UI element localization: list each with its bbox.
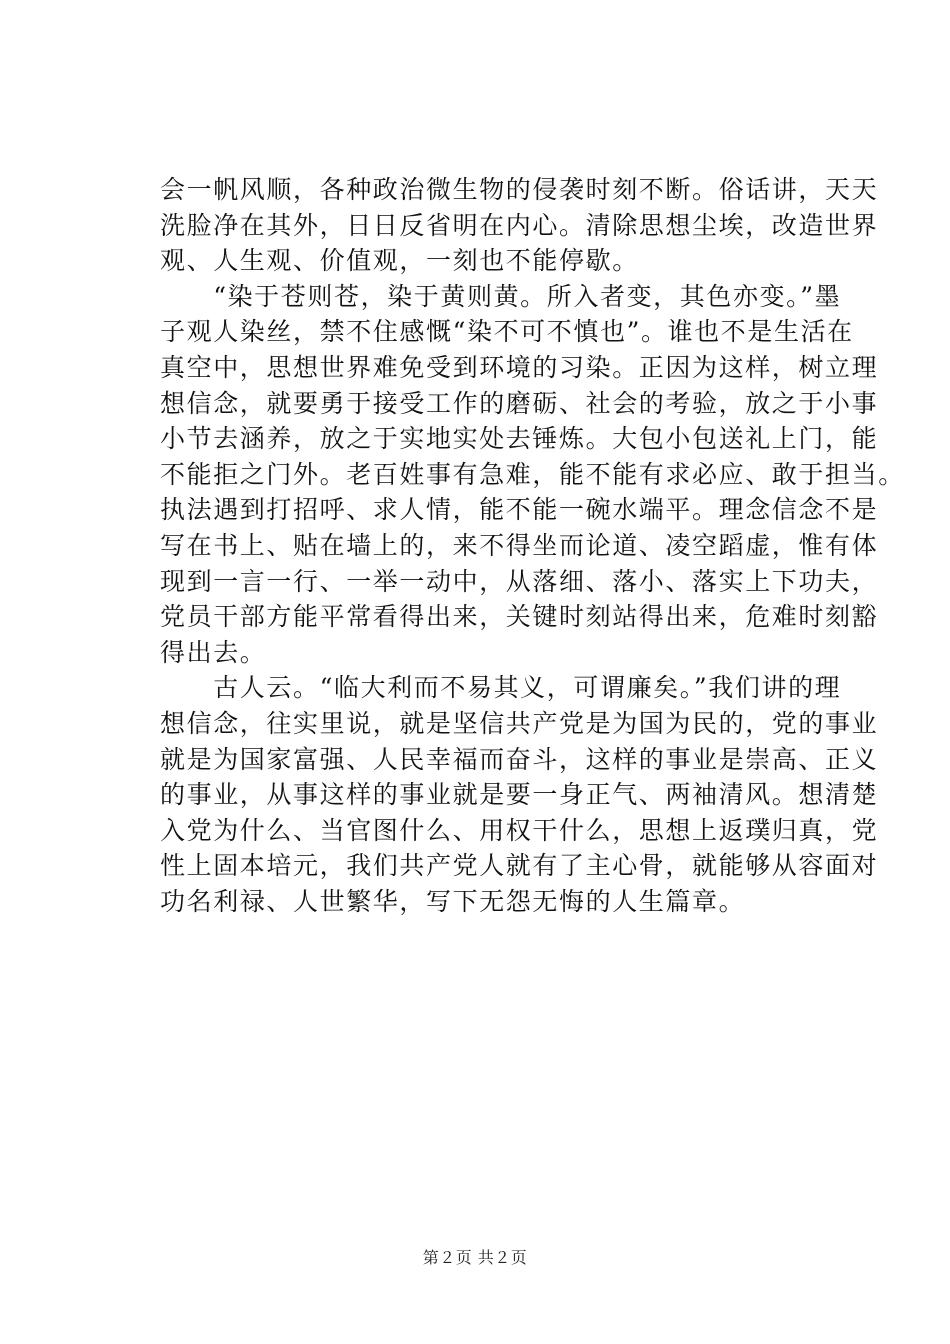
- text-line: 洗脸净在其外，日日反省明在内心。清除思想尘埃，改造世界: [160, 210, 879, 240]
- text-line: 真空中，思想世界难免受到环境的习染。正因为这样，树立理: [160, 353, 879, 382]
- text-line: “染于苍则苍，染于黄则黄。所入者变，其色亦变。”墨: [160, 281, 842, 311]
- text-line: 写在书上、贴在墙上的，来不得坐而论道、凌空蹈虚，惟有体: [160, 531, 879, 560]
- text-line: 的事业，从事这样的事业就是要一身正气、两袖清风。想清楚: [160, 780, 879, 810]
- text-line: 功名利禄、人世繁华，写下无怨无悔的人生篇章。: [160, 887, 746, 916]
- text-line: 得出去。: [160, 637, 267, 667]
- text-line: 子观人染丝，禁不住感慨“染不可不慎也”。谁也不是生活在: [160, 317, 854, 347]
- text-line: 小节去涵养，放之于实地实处去锤炼。大包小包送礼上门，能: [160, 424, 879, 454]
- text-line: 党员干部方能平常看得出来，关键时刻站得出来，危难时刻豁: [160, 602, 879, 632]
- text-line: 会一帆风顺，各种政治微生物的侵袭时刻不断。俗话讲，天天: [160, 175, 879, 204]
- text-line: 执法遇到打招呼、求人情，能不能一碗水端平。理念信念不是: [160, 495, 879, 525]
- text-line: 古人云。“临大利而不易其义，可谓廉矣。”我们讲的理: [160, 673, 842, 703]
- text-line: 现到一言一行、一举一动中，从落细、落小、落实上下功夫，: [160, 566, 879, 596]
- text-line: 入党为什么、当官图什么、用权干什么，思想上返璞归真，党: [160, 815, 879, 845]
- text-line: 想信念，就要勇于接受工作的磨砺、社会的考验，放之于小事: [160, 388, 879, 418]
- text-line: 想信念，往实里说，就是坚信共产党是为国为民的，党的事业: [160, 709, 879, 738]
- text-line: 不能拒之门外。老百姓事有急难，能不能有求必应、敢于担当。: [160, 459, 905, 489]
- page-footer: 第２页 共２页: [422, 1248, 528, 1267]
- text-line: 性上固本培元，我们共产党人就有了主心骨，就能够从容面对: [160, 851, 879, 881]
- text-line: 观、人生观、价值观，一刻也不能停歇。: [160, 246, 639, 276]
- text-line: 就是为国家富强、人民幸福而奋斗，这样的事业是崇高、正义: [160, 744, 879, 774]
